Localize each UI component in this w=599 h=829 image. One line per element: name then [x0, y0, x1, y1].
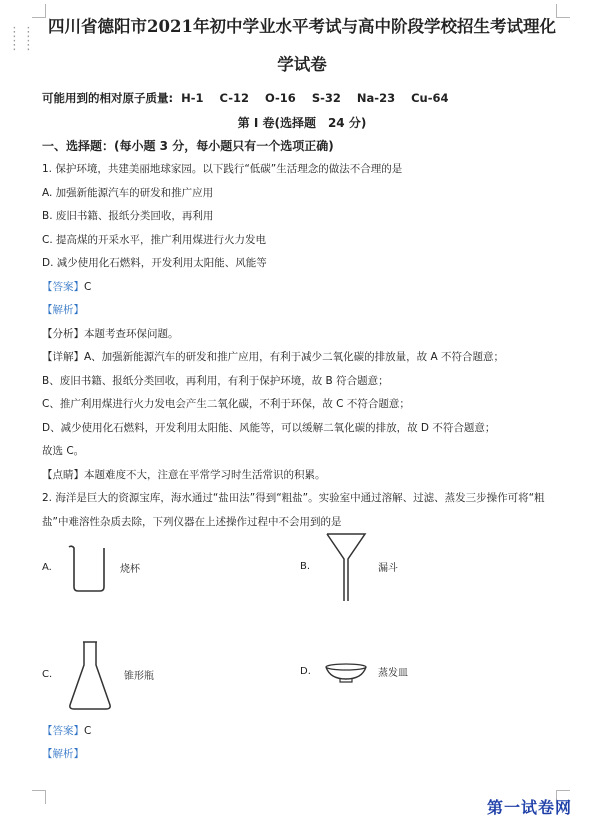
atomic-mass: S-32 — [311, 91, 341, 105]
document-page — [42, 12, 562, 761]
conical-flask-icon — [66, 639, 114, 711]
question-stem: 2. 海洋是巨大的资源宝库，海水通过“盐田法”得到“粗盐”。实验室中通过溶解、过滤、蒸发三步操作可将“粗 — [42, 492, 545, 504]
site-watermark-logo: 第一试卷网 — [487, 798, 573, 817]
answer-line — [42, 725, 562, 738]
answer-line — [42, 281, 562, 294]
atomic-mass: C-12 — [219, 91, 250, 105]
answer-value: C — [84, 280, 92, 293]
dianjing-text: 本题难度不大，注意在平常学习时生活常识的积累。 — [84, 468, 326, 481]
conclusion-line: 故选 C。 — [42, 445, 85, 457]
document-title-continued: 学试卷 — [277, 55, 327, 74]
atomic-masses — [42, 88, 562, 108]
option-b — [300, 531, 398, 603]
drag-handle-icon[interactable]: ⋮⋮ ⋮⋮ — [8, 25, 36, 53]
question-stem-continued: 盐”中难溶性杂质去除，下列仪器在上述操作过程中不会用到的是 — [42, 515, 342, 528]
option-name: 漏斗 — [378, 563, 398, 574]
dianjing-line — [42, 469, 562, 482]
analysis-line — [42, 748, 562, 761]
section-heading: 一、选择题：(每小题 3 分，每小题只有一个选项正确) — [42, 139, 334, 153]
atomic-masses-label: 可能用到的相对原子质量: — [42, 91, 174, 105]
option-letter: D. — [300, 666, 311, 677]
option-line: A. 加强新能源汽车的研发和推广应用 — [42, 186, 214, 199]
option-name: 锥形瓶 — [124, 671, 154, 682]
analysis-tag: 【解析】 — [42, 304, 84, 316]
option-letter: A. — [42, 562, 52, 573]
option-line: B. 废旧书籍、报纸分类回收，再利用 — [42, 210, 214, 222]
option-a — [42, 543, 140, 593]
xiangjie-line — [42, 351, 562, 364]
analysis-line — [42, 304, 562, 317]
option-letter: C. — [42, 669, 53, 680]
option-line: C. 提高煤的开采水平，推广利用煤进行火力发电 — [42, 233, 267, 246]
xiangjie-line: B、废旧书籍、报纸分类回收，再利用，有利于保护环境，故 B 符合题意； — [42, 374, 389, 387]
atomic-mass: Na-23 — [356, 91, 396, 105]
question-stem: 1. 保护环境，共建美丽地球家园。以下践行“低碳”生活理念的做法不合理的是 — [42, 163, 403, 175]
document-title: 四川省德阳市2021年初中学业水平考试与高中阶段学校招生考试理化 — [48, 17, 556, 36]
dianjing-tag: 【点睛】 — [42, 468, 84, 481]
fenxi-line — [42, 328, 562, 341]
fenxi-tag: 【分析】 — [42, 327, 84, 340]
fenxi-text: 本题考查环保问题。 — [84, 327, 179, 340]
xiangjie-line: C、推广利用煤进行火力发电会产生二氧化碳，不利于环保，故 C 不符合题意； — [42, 398, 410, 410]
atomic-mass: Cu-64 — [411, 91, 449, 105]
answer-tag: 【答案】 — [42, 724, 84, 737]
analysis-tag: 【解析】 — [42, 748, 84, 760]
option-name: 蒸发皿 — [378, 668, 408, 679]
option-letter: B. — [300, 561, 311, 572]
xiangjie-tag: 【详解】 — [42, 351, 84, 363]
funnel-icon — [324, 531, 368, 603]
xiangjie-text: A、加强新能源汽车的研发和推广应用，有利于减少二氧化碳的排放量，故 A 不符合题意； — [84, 351, 505, 363]
evaporating-dish-icon — [324, 661, 368, 683]
option-name: 烧杯 — [120, 564, 140, 575]
page-corner-mark — [32, 790, 46, 804]
option-d — [300, 661, 408, 683]
option-line: D. 减少使用化石燃料，开发利用太阳能、风能等 — [42, 257, 267, 269]
atomic-mass: H-1 — [181, 91, 204, 105]
beaker-icon — [66, 543, 110, 593]
volume-title: 第 I 卷(选择题 24 分) — [237, 116, 367, 130]
answer-tag: 【答案】 — [42, 280, 84, 293]
instrument-options — [42, 543, 562, 723]
atomic-mass: O-16 — [265, 91, 296, 105]
answer-value: C — [84, 724, 92, 737]
option-c — [42, 639, 154, 711]
xiangjie-line: D、减少使用化石燃料，开发利用太阳能、风能等，可以缓解二氧化碳的排放，故 D 不符合题意； — [42, 421, 496, 434]
